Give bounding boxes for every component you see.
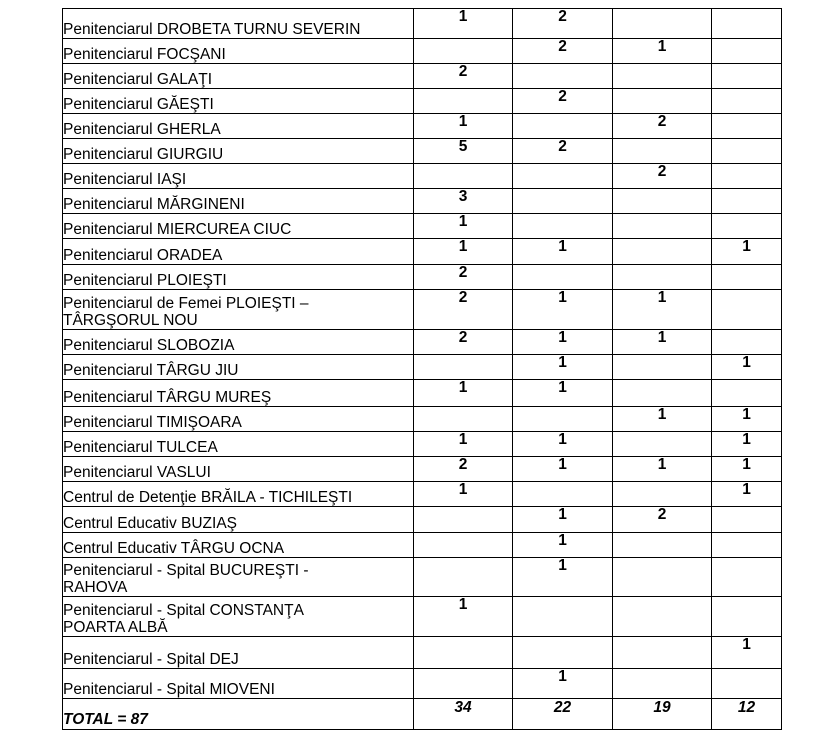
table-row xyxy=(63,507,782,533)
table-row xyxy=(63,482,782,507)
table-body xyxy=(63,9,782,730)
count-col1 xyxy=(414,637,513,669)
count-col2: 2 xyxy=(513,89,613,114)
facility-name: Penitenciarul DROBETA TURNU SEVERIN xyxy=(63,9,414,39)
table-row xyxy=(63,9,782,39)
count-col2 xyxy=(513,407,613,432)
table-row xyxy=(63,355,782,380)
table-row xyxy=(63,239,782,265)
facility-name: Penitenciarul de Femei PLOIEŞTI – TÂRGŞORUL NOU xyxy=(63,290,414,330)
count-col2: 1 xyxy=(513,457,613,482)
count-col1 xyxy=(414,89,513,114)
count-col3 xyxy=(613,214,712,239)
table-row xyxy=(63,189,782,214)
count-col2: 2 xyxy=(513,39,613,64)
count-col4 xyxy=(712,669,782,699)
count-col1 xyxy=(414,507,513,533)
count-col4: 1 xyxy=(712,432,782,457)
count-col3 xyxy=(613,533,712,558)
total-col4: 12 xyxy=(712,699,782,730)
count-col2 xyxy=(513,64,613,89)
count-col2: 2 xyxy=(513,9,613,39)
count-col4: 1 xyxy=(712,482,782,507)
prison-statistics-table xyxy=(62,8,782,730)
facility-name: Penitenciarul MĂRGINENI xyxy=(63,189,414,214)
count-col4 xyxy=(712,507,782,533)
count-col3: 1 xyxy=(613,457,712,482)
count-col2: 1 xyxy=(513,239,613,265)
table-row xyxy=(63,330,782,355)
facility-name: Centrul Educativ TÂRGU OCNA xyxy=(63,533,414,558)
count-col2: 1 xyxy=(513,533,613,558)
total-col2: 22 xyxy=(513,699,613,730)
count-col2: 1 xyxy=(513,507,613,533)
table-row xyxy=(63,114,782,139)
count-col1: 2 xyxy=(414,64,513,89)
count-col3 xyxy=(613,265,712,290)
count-col3 xyxy=(613,637,712,669)
count-col1: 1 xyxy=(414,114,513,139)
facility-name: Penitenciarul IAŞI xyxy=(63,164,414,189)
count-col1 xyxy=(414,355,513,380)
count-col3 xyxy=(613,355,712,380)
count-col1: 1 xyxy=(414,9,513,39)
count-col4: 1 xyxy=(712,239,782,265)
count-col4 xyxy=(712,290,782,330)
facility-name: Penitenciarul TÂRGU JIU xyxy=(63,355,414,380)
facility-name: Penitenciarul GHERLA xyxy=(63,114,414,139)
count-col1: 1 xyxy=(414,380,513,407)
count-col4 xyxy=(712,9,782,39)
facility-name: Centrul de Detenţie BRĂILA - TICHILEŞTI xyxy=(63,482,414,507)
facility-name: Penitenciarul GĂEŞTI xyxy=(63,89,414,114)
facility-name: Penitenciarul - Spital BUCUREŞTI - RAHOVA xyxy=(63,558,414,597)
count-col3: 1 xyxy=(613,290,712,330)
count-col4 xyxy=(712,380,782,407)
facility-name: Penitenciarul - Spital MIOVENI xyxy=(63,669,414,699)
count-col3 xyxy=(613,239,712,265)
count-col3: 1 xyxy=(613,330,712,355)
count-col4 xyxy=(712,265,782,290)
facility-name: Penitenciarul FOCŞANI xyxy=(63,39,414,64)
table-row xyxy=(63,265,782,290)
count-col2 xyxy=(513,265,613,290)
count-col4 xyxy=(712,114,782,139)
facility-name: Centrul Educativ BUZIAŞ xyxy=(63,507,414,533)
table-row xyxy=(63,164,782,189)
count-col2 xyxy=(513,114,613,139)
count-col1: 1 xyxy=(414,597,513,637)
count-col3 xyxy=(613,380,712,407)
count-col1 xyxy=(414,669,513,699)
count-col2 xyxy=(513,214,613,239)
count-col4: 1 xyxy=(712,637,782,669)
facility-name: Penitenciarul ORADEA xyxy=(63,239,414,265)
facility-name: Penitenciarul TIMIŞOARA xyxy=(63,407,414,432)
table-row xyxy=(63,380,782,407)
count-col2: 1 xyxy=(513,330,613,355)
total-row xyxy=(63,699,782,730)
table-row xyxy=(63,64,782,89)
table-row xyxy=(63,139,782,164)
count-col1: 1 xyxy=(414,214,513,239)
table-row xyxy=(63,597,782,637)
table-row xyxy=(63,637,782,669)
table-row xyxy=(63,290,782,330)
count-col4 xyxy=(712,597,782,637)
count-col2 xyxy=(513,189,613,214)
count-col4 xyxy=(712,189,782,214)
table-row xyxy=(63,89,782,114)
count-col1 xyxy=(414,407,513,432)
count-col4 xyxy=(712,89,782,114)
count-col1: 2 xyxy=(414,457,513,482)
count-col4 xyxy=(712,139,782,164)
count-col3: 2 xyxy=(613,164,712,189)
count-col3 xyxy=(613,89,712,114)
facility-name: Penitenciarul SLOBOZIA xyxy=(63,330,414,355)
count-col1: 1 xyxy=(414,482,513,507)
facility-name: Penitenciarul GIURGIU xyxy=(63,139,414,164)
count-col3 xyxy=(613,432,712,457)
count-col2: 1 xyxy=(513,432,613,457)
table-row xyxy=(63,407,782,432)
count-col4 xyxy=(712,558,782,597)
table-row xyxy=(63,558,782,597)
facility-name: Penitenciarul PLOIEŞTI xyxy=(63,265,414,290)
count-col2 xyxy=(513,482,613,507)
table-row xyxy=(63,39,782,64)
count-col1: 1 xyxy=(414,239,513,265)
facility-name: Penitenciarul - Spital CONSTANŢA POARTA ALBĂ xyxy=(63,597,414,637)
count-col3 xyxy=(613,139,712,164)
facility-name: Penitenciarul TULCEA xyxy=(63,432,414,457)
total-col1: 34 xyxy=(414,699,513,730)
count-col2: 1 xyxy=(513,558,613,597)
count-col2 xyxy=(513,597,613,637)
count-col4 xyxy=(712,533,782,558)
count-col2: 1 xyxy=(513,290,613,330)
count-col1 xyxy=(414,558,513,597)
count-col4 xyxy=(712,214,782,239)
count-col3: 2 xyxy=(613,114,712,139)
count-col3: 1 xyxy=(613,407,712,432)
count-col3 xyxy=(613,189,712,214)
count-col2: 2 xyxy=(513,139,613,164)
count-col2: 1 xyxy=(513,380,613,407)
count-col1 xyxy=(414,533,513,558)
count-col4: 1 xyxy=(712,355,782,380)
count-col3 xyxy=(613,64,712,89)
count-col1 xyxy=(414,39,513,64)
count-col4 xyxy=(712,64,782,89)
count-col3: 1 xyxy=(613,39,712,64)
table-row xyxy=(63,533,782,558)
count-col1: 1 xyxy=(414,432,513,457)
count-col4 xyxy=(712,39,782,64)
count-col2: 1 xyxy=(513,355,613,380)
count-col4: 1 xyxy=(712,407,782,432)
count-col4 xyxy=(712,330,782,355)
count-col2 xyxy=(513,164,613,189)
facility-name: Penitenciarul VASLUI xyxy=(63,457,414,482)
count-col4 xyxy=(712,164,782,189)
count-col3: 2 xyxy=(613,507,712,533)
count-col1: 2 xyxy=(414,330,513,355)
count-col2: 1 xyxy=(513,669,613,699)
count-col3 xyxy=(613,597,712,637)
table-row xyxy=(63,457,782,482)
count-col3 xyxy=(613,669,712,699)
count-col1: 5 xyxy=(414,139,513,164)
facility-name: Penitenciarul GALAŢI xyxy=(63,64,414,89)
facility-name: Penitenciarul MIERCUREA CIUC xyxy=(63,214,414,239)
table-row xyxy=(63,214,782,239)
count-col1: 2 xyxy=(414,265,513,290)
table-row xyxy=(63,432,782,457)
count-col3 xyxy=(613,482,712,507)
count-col3 xyxy=(613,9,712,39)
total-label: TOTAL = 87 xyxy=(63,699,414,730)
table-row xyxy=(63,669,782,699)
count-col1: 3 xyxy=(414,189,513,214)
facility-name: Penitenciarul - Spital DEJ xyxy=(63,637,414,669)
count-col4: 1 xyxy=(712,457,782,482)
count-col1: 2 xyxy=(414,290,513,330)
facility-name: Penitenciarul TÂRGU MUREŞ xyxy=(63,380,414,407)
total-col3: 19 xyxy=(613,699,712,730)
count-col2 xyxy=(513,637,613,669)
count-col3 xyxy=(613,558,712,597)
count-col1 xyxy=(414,164,513,189)
